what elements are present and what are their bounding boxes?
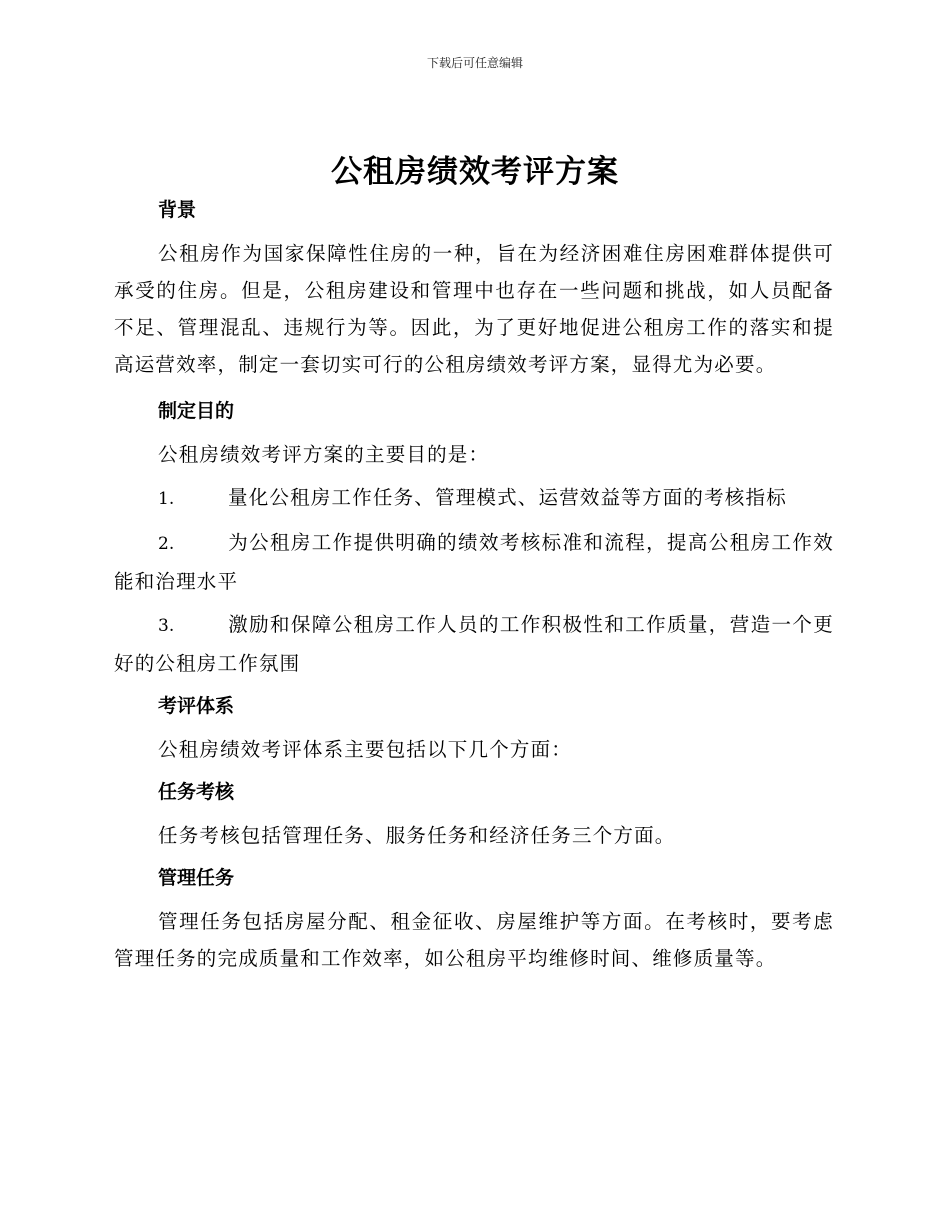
paragraph-background: 公租房作为国家保障性住房的一种，旨在为经济困难住房困难群体提供可承受的住房。但是，公租房建设和管理中也存在一些问题和挑战，如人员配备不足、管理混乱、违规行为等。因此，为了更好地促进公租房工作的落实和提高运营效率，制定一套切实可行的公租房绩效考评方案，显得尤为必要。 — [114, 242, 834, 376]
paragraph-task: 任务考核包括管理任务、服务任务和经济任务三个方面。 — [158, 824, 676, 847]
section-heading-purpose: 制定目的 — [158, 400, 235, 422]
list-item-number: 3. — [158, 616, 175, 636]
list-item-text: 量化公租房工作任务、管理模式、运营效益等方面的考核指标 — [228, 486, 787, 509]
header-note: 下载后可任意编辑 — [426, 56, 523, 70]
document-body — [114, 192, 834, 977]
list-item-number: 1. — [158, 489, 175, 509]
list-item — [114, 524, 834, 600]
paragraph-management: 管理任务包括房屋分配、租金征收、房屋维护等方面。在考核时，要考虑管理任务的完成质量和工作效率，如公租房平均维修时间、维修质量等。 — [114, 910, 834, 970]
list-item-text: 激励和保障公租房工作人员的工作积极性和工作质量，营造一个更好的公租房工作氛围 — [114, 613, 834, 675]
list-item — [114, 479, 834, 518]
section-heading-task: 任务考核 — [158, 781, 235, 803]
list-item-text: 为公租房工作提供明确的绩效考核标准和流程，提高公租房工作效能和治理水平 — [114, 531, 834, 593]
paragraph-system: 公租房绩效考评体系主要包括以下几个方面： — [158, 738, 573, 761]
list-item — [114, 606, 834, 682]
paragraph-purpose-intro: 公租房绩效考评方案的主要目的是： — [158, 443, 490, 466]
section-heading-management: 管理任务 — [158, 867, 235, 889]
section-heading-background: 背景 — [158, 199, 197, 221]
document-title: 公租房绩效考评方案 — [331, 154, 619, 190]
section-heading-system: 考评体系 — [158, 695, 235, 717]
list-item-number: 2. — [158, 534, 175, 554]
